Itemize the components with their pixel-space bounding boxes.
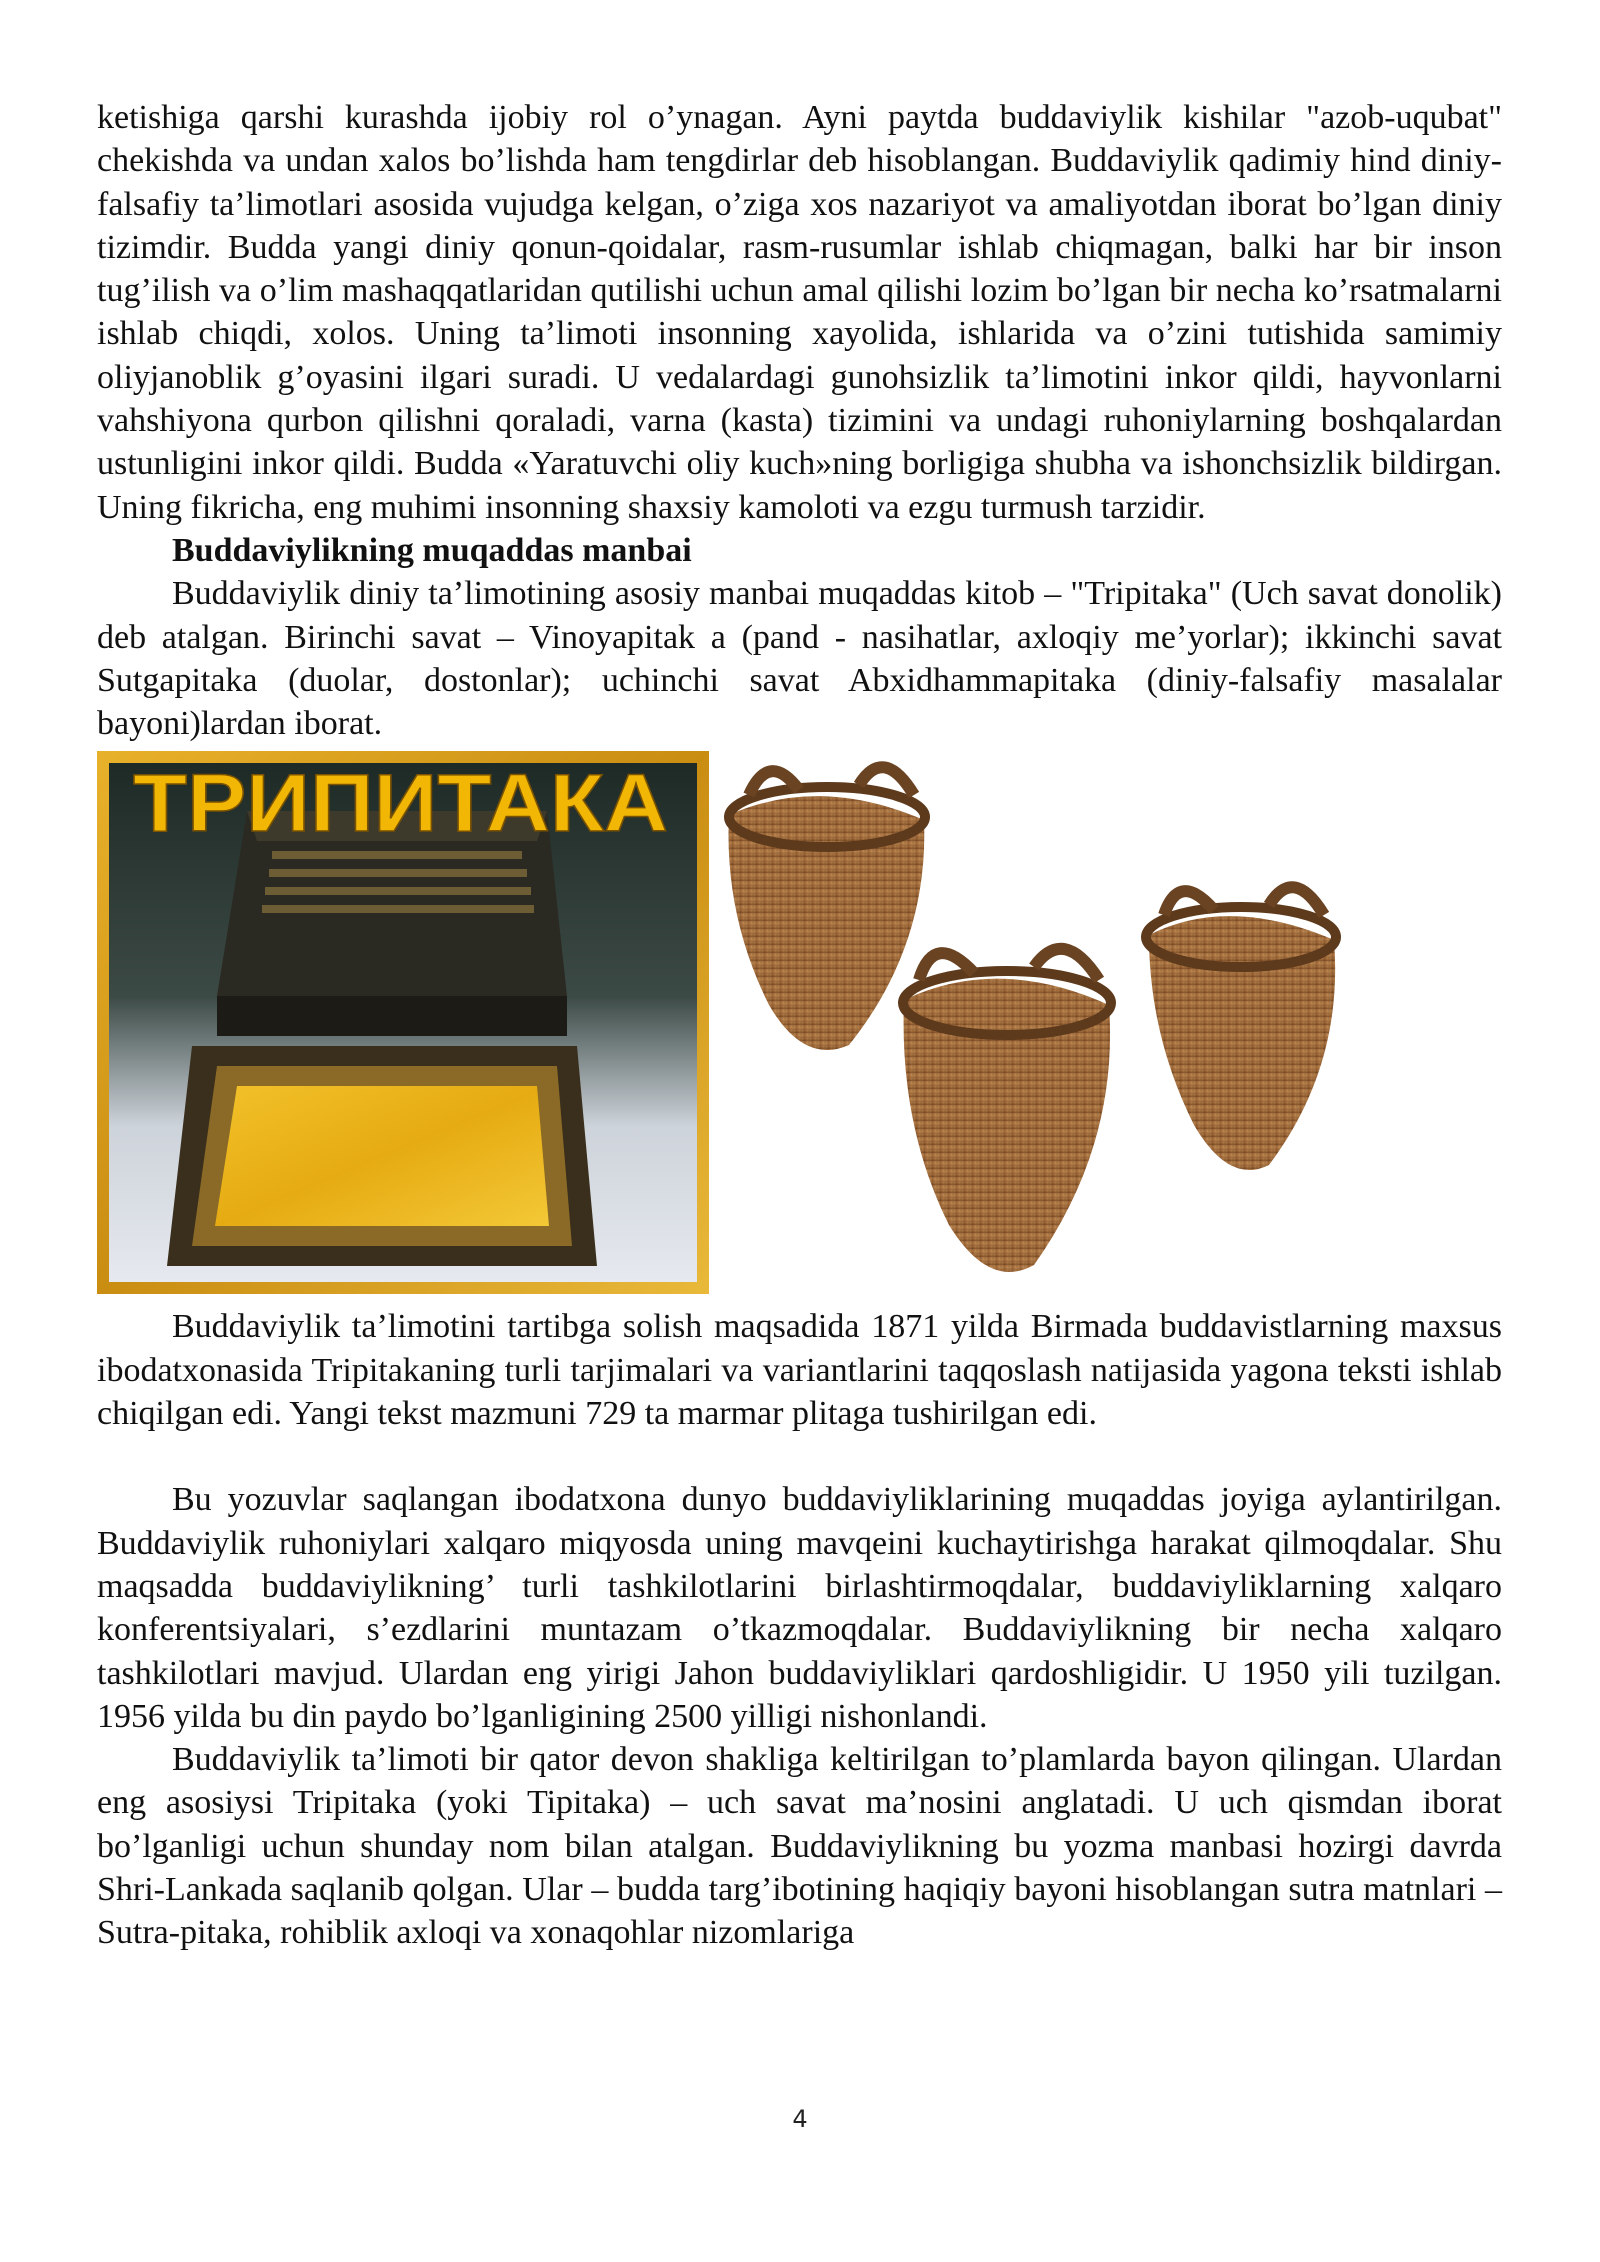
figure-row xyxy=(97,745,1502,1305)
paragraph-temple: Bu yozuvlar saqlangan ibodatxona dunyo buddaviyliklarining muqaddas joyiga aylantirilgan. Buddaviylik ruhoniylari xalqaro miqyosda uning mavqeini kuchaytirishga harakat qilmoqdalar. Shu maqsadda buddaviylikning’ turli tashkilotlarini birlashtirmoqdalar, buddaviyliklarning xalqaro konferentsiyalari, s’ezdlarini muntazam o’tkazmoqdalar. Buddaviylikning bir necha xalqaro tashkilotlari mavjud. Ulardan eng yirigi Jahon buddaviyliklari qardoshligidir. U 1950 yili tuzilgan. 1956 yilda bu din paydo bo’lganligining 2500 yilligi nishonlandi. xyxy=(97,1481,1502,1735)
page-number: 4 xyxy=(792,2105,808,2133)
basket-icon xyxy=(903,949,1111,1272)
paragraph-burma: Buddaviylik ta’limotini tartibga solish maqsadida 1871 yilda Birmada buddavistlarning maxsus ibodatxonasida Tripitakaning turli tarjimalari va variantlarini taqqoslash natijasida yagona teksti ishlab chiqilgan edi. Yangi tekst mazmuni 729 ta marmar plitaga tushirilgan edi. xyxy=(97,1308,1502,1433)
paragraph-sources: Buddaviylik diniy ta’limotining asosiy manbai muqaddas kitob – "Tripitaka" (Uch savat donolik) deb atalgan. Birinchi savat – Vinoyapitak a (pand - nasihatlar, axloqiy me’yorlar); ikkinchi savat Sutgapitaka (duolar, dostonlar); uchinchi savat Abxidhammapitaka (diniy-falsafiy masalalar bayoni)lardan iborat. xyxy=(97,575,1502,743)
image-caption-tripitaka: ТРИПИТАКА xyxy=(133,758,668,850)
tripitaka-book-image xyxy=(97,751,709,1294)
section-heading: Buddaviylikning muqaddas manbai xyxy=(172,531,692,569)
baskets-image xyxy=(709,745,1502,1300)
paragraph-intro: ketishiga qarshi kurashda ijobiy rol o’ynagan. Ayni paytda buddaviylik kishilar "azob-uqubat" chekishda va undan xalos bo’lishda ham tengdirlar deb hisoblangan. Buddaviylik qadimiy hind diniy-falsafiy ta’limotlari asosida vujudga kelgan, o’ziga xos nazariyot va amaliyotdan iborat bo’lgan diniy tizimdir. Budda yangi diniy qonun-qoidalar, rasm-rusumlar ishlab chiqmagan, balki har bir inson tug’ilish va o’lim mashaqqatlaridan qutilishi uchun amal qilishi lozim bo’lgan bir necha ko’rsatmalarni ishlab chiqdi, xolos. Uning ta’limoti insonning xayolida, ishlarida va o’zini tutishida samimiy oliyjanoblik g’oyasini ilgari suradi. U vedalardagi gunohsizlik ta’limotini inkor qildi, hayvonlarni vahshiyona qurbon qilishni qoraladi, varna (kasta) tizimini va undagi ruhoniylarning boshqalardan ustunligini inkor qildi. Budda «Yaratuvchi oliy kuch»ning borligiga shubha va ishonchsizlik bildirgan. Uning fikricha, eng muhimi insonning shaxsiy kamoloti va ezgu turmush tarzidir. xyxy=(97,99,1502,526)
paragraph-tipitaka: Buddaviylik ta’limoti bir qator devon shakliga keltirilgan to’plamlarda bayon qilingan. Ulardan eng asosiysi Tripitaka (yoki Tipitaka) – uch savat ma’nosini anglatadi. U uch qismdan iborat bo’lganligi uchun shunday nom bilan atalgan. Buddaviylikning bu yozma manbasi hozirgi davrda Shri-Lankada saqlanib qolgan. Ular – budda targ’ibotining haqiqiy bayoni hisoblangan sutra matnlari – Sutra-pitaka, rohiblik axloqi va xonaqohlar nizomlariga xyxy=(97,1741,1502,1952)
basket-icon xyxy=(729,768,926,1051)
document-page xyxy=(97,96,1502,1955)
basket-icon xyxy=(1146,888,1336,1171)
